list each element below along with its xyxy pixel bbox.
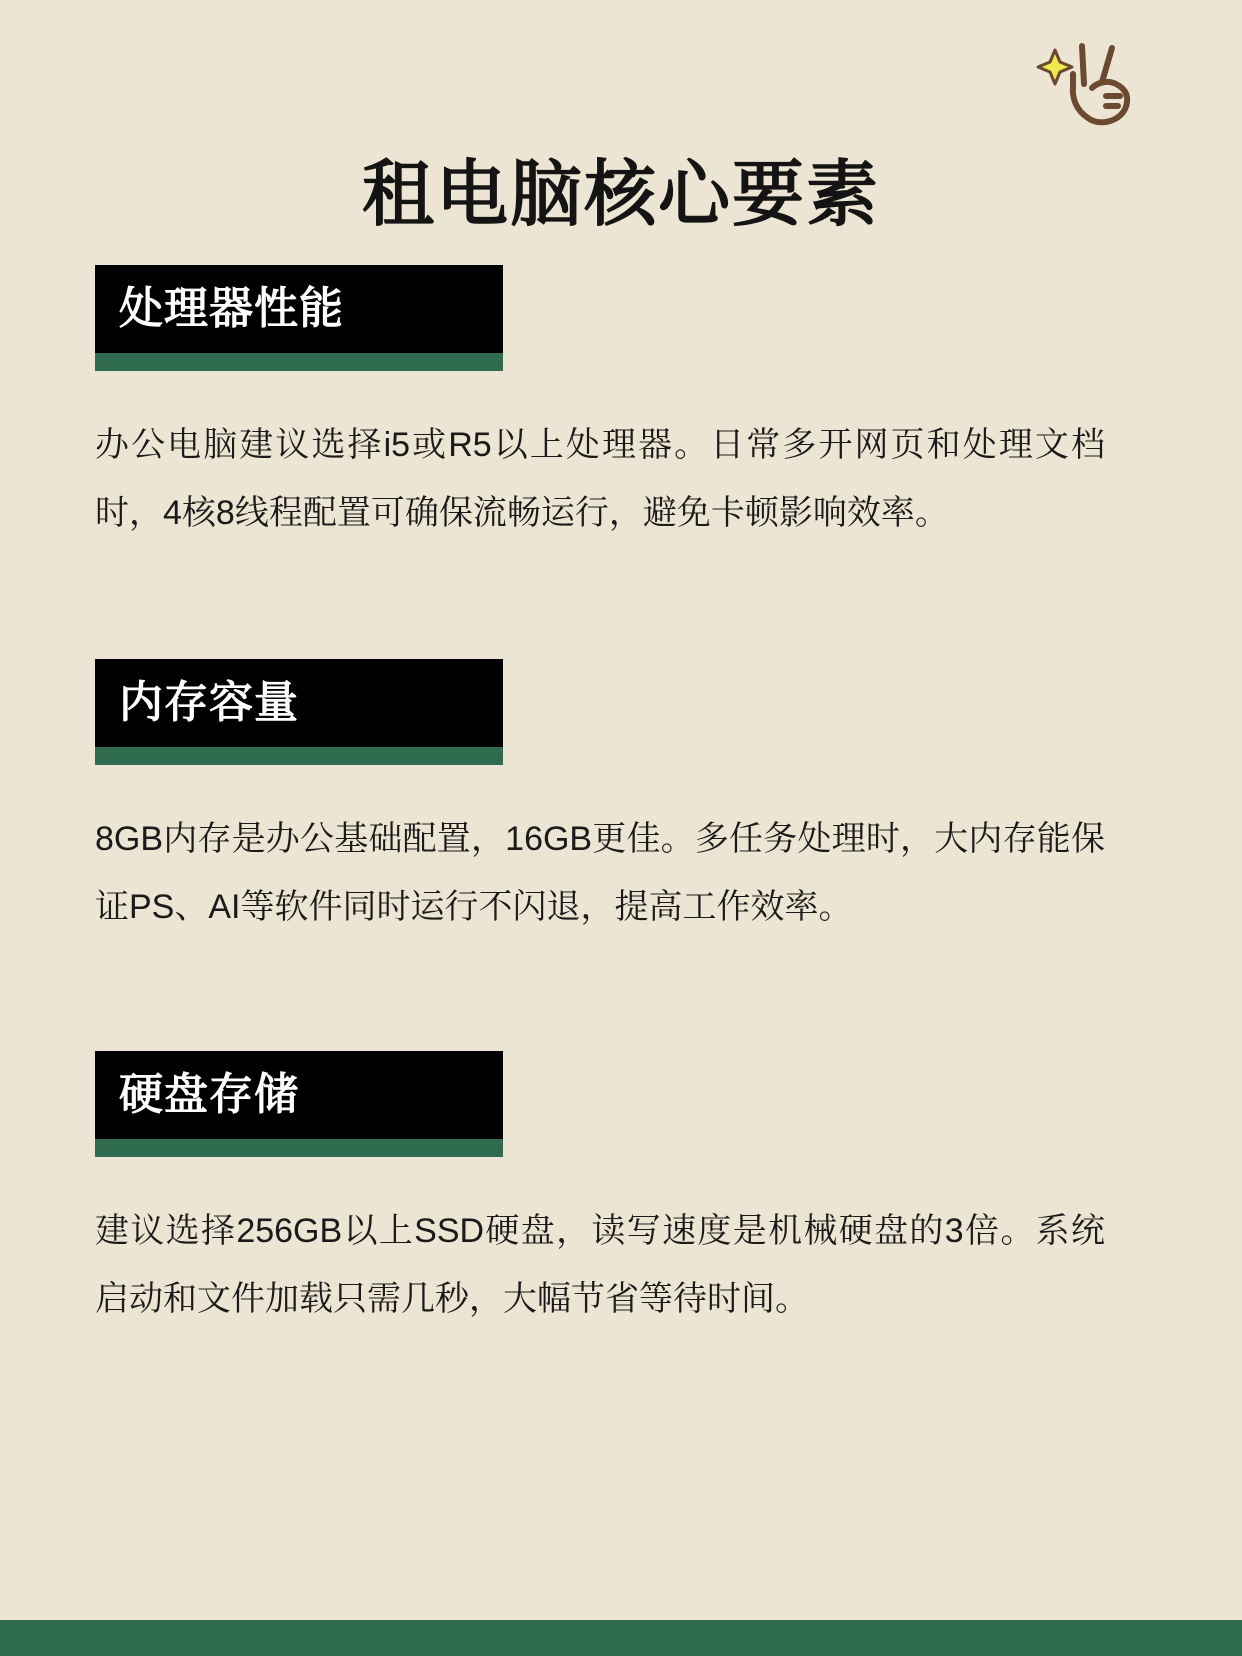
section-body-text: 办公电脑建议选择i5或R5以上处理器。日常多开网页和处理文档时，4核8线程配置可确保流畅运行，避免卡顿影响效率。 <box>95 426 1105 532</box>
section-processor <box>0 265 1242 547</box>
section-heading-wrap <box>95 265 503 371</box>
section-underline <box>95 747 503 765</box>
section-heading-label: 处理器性能 <box>95 265 503 353</box>
bottom-accent-bar <box>0 1620 1242 1656</box>
section-heading-wrap <box>95 1051 503 1157</box>
section-storage <box>0 1051 1242 1333</box>
section-underline <box>95 1139 503 1157</box>
section-memory <box>0 659 1242 941</box>
section-list <box>0 265 1242 1367</box>
section-heading-label: 硬盘存储 <box>95 1051 503 1139</box>
section-underline <box>95 353 503 371</box>
page-title: 租电脑核心要素 <box>361 155 880 236</box>
section-body-text: 8GB内存是办公基础配置，16GB更佳。多任务处理时，大内存能保证PS、AI等软件同时运行不闪退，提高工作效率。 <box>95 820 1105 926</box>
victory-hand-sparkle-icon <box>1032 22 1162 152</box>
section-heading-label: 内存容量 <box>95 659 503 747</box>
section-heading-wrap <box>95 659 503 765</box>
section-body-text: 建议选择256GB以上SSD硬盘，读写速度是机械硬盘的3倍。系统启动和文件加载只需几秒，大幅节省等待时间。 <box>95 1212 1105 1318</box>
